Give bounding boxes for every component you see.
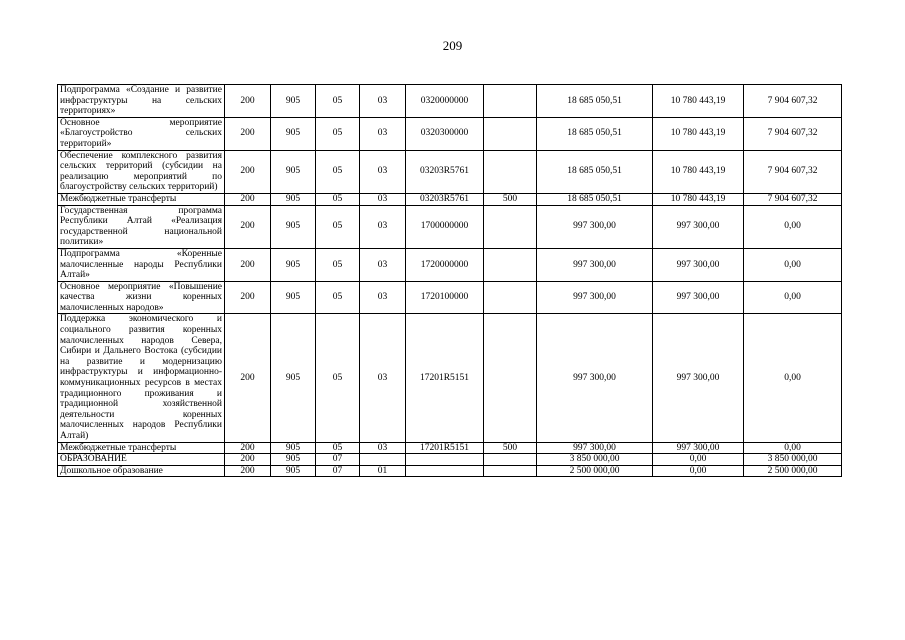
table-row: [58, 150, 842, 193]
amount-federal: 997 300,00: [653, 248, 744, 281]
grbs-code: 905: [271, 454, 316, 466]
amount-federal: 10 780 443,19: [653, 193, 744, 205]
amount-total: 997 300,00: [537, 248, 653, 281]
row-name: Межбюджетные трансферты: [58, 442, 225, 454]
amount-total: 997 300,00: [537, 281, 653, 314]
grbs-code: 905: [271, 205, 316, 248]
subsection-code: 03: [360, 150, 406, 193]
target-item-code: 1720100000: [406, 281, 484, 314]
expense-type-code: [484, 85, 537, 118]
amount-total: 997 300,00: [537, 442, 653, 454]
amount-total: 18 685 050,51: [537, 193, 653, 205]
amount-federal: 10 780 443,19: [653, 117, 744, 150]
table-row: [58, 85, 842, 118]
expense-type-code: [484, 205, 537, 248]
expense-type-code: [484, 454, 537, 466]
section-code: 05: [316, 248, 360, 281]
expense-type-code: [484, 314, 537, 442]
row-name: Обеспечение комплексного развития сельских территорий (субсидии на реализацию мероприятий по благоустройству сельских территорий): [58, 150, 225, 193]
amount-total: 18 685 050,51: [537, 85, 653, 118]
amount-federal: 10 780 443,19: [653, 150, 744, 193]
grbs-code: 905: [271, 117, 316, 150]
section-code: 05: [316, 314, 360, 442]
amount-federal: 997 300,00: [653, 281, 744, 314]
grbs-code: 905: [271, 281, 316, 314]
target-item-code: 17201R5151: [406, 442, 484, 454]
subsection-code: 03: [360, 85, 406, 118]
amount-total: 18 685 050,51: [537, 117, 653, 150]
subsection-code: 03: [360, 193, 406, 205]
table-row: [58, 465, 842, 477]
amount-regional: 0,00: [744, 442, 842, 454]
admin-code: 200: [225, 248, 271, 281]
amount-federal: 0,00: [653, 465, 744, 477]
section-code: 05: [316, 85, 360, 118]
grbs-code: 905: [271, 248, 316, 281]
table-row: [58, 193, 842, 205]
target-item-code: [406, 454, 484, 466]
section-code: 07: [316, 454, 360, 466]
amount-federal: 997 300,00: [653, 205, 744, 248]
target-item-code: 03203R5761: [406, 150, 484, 193]
admin-code: 200: [225, 442, 271, 454]
table-row: [58, 454, 842, 466]
amount-federal: 997 300,00: [653, 314, 744, 442]
grbs-code: 905: [271, 465, 316, 477]
amount-total: 3 850 000,00: [537, 454, 653, 466]
row-name: Межбюджетные трансферты: [58, 193, 225, 205]
amount-total: 997 300,00: [537, 314, 653, 442]
target-item-code: 17201R5151: [406, 314, 484, 442]
row-name: Дошкольное образование: [58, 465, 225, 477]
row-name: Подпрограмма «Коренные малочисленные народы Республики Алтай»: [58, 248, 225, 281]
subsection-code: 03: [360, 205, 406, 248]
amount-regional: 7 904 607,32: [744, 193, 842, 205]
subsection-code: 01: [360, 465, 406, 477]
target-item-code: 0320300000: [406, 117, 484, 150]
expense-type-code: [484, 465, 537, 477]
section-code: 05: [316, 193, 360, 205]
target-item-code: 1700000000: [406, 205, 484, 248]
expense-type-code: 500: [484, 442, 537, 454]
admin-code: 200: [225, 85, 271, 118]
table-row: [58, 314, 842, 442]
target-item-code: [406, 465, 484, 477]
admin-code: 200: [225, 454, 271, 466]
expense-type-code: [484, 150, 537, 193]
table-row: [58, 205, 842, 248]
subsection-code: 03: [360, 248, 406, 281]
admin-code: 200: [225, 465, 271, 477]
table-row: [58, 442, 842, 454]
amount-regional: 2 500 000,00: [744, 465, 842, 477]
subsection-code: 03: [360, 314, 406, 442]
grbs-code: 905: [271, 150, 316, 193]
section-code: 05: [316, 281, 360, 314]
target-item-code: 1720000000: [406, 248, 484, 281]
amount-federal: 0,00: [653, 454, 744, 466]
expense-type-code: 500: [484, 193, 537, 205]
amount-total: 997 300,00: [537, 205, 653, 248]
amount-regional: 7 904 607,32: [744, 117, 842, 150]
amount-federal: 997 300,00: [653, 442, 744, 454]
subsection-code: [360, 454, 406, 466]
grbs-code: 905: [271, 442, 316, 454]
amount-regional: 0,00: [744, 248, 842, 281]
amount-federal: 10 780 443,19: [653, 85, 744, 118]
admin-code: 200: [225, 193, 271, 205]
grbs-code: 905: [271, 85, 316, 118]
amount-regional: 0,00: [744, 281, 842, 314]
section-code: 07: [316, 465, 360, 477]
target-item-code: 0320000000: [406, 85, 484, 118]
row-name: Основное мероприятие «Повышение качества жизни коренных малочисленных народов»: [58, 281, 225, 314]
budget-table-body: [58, 85, 842, 477]
subsection-code: 03: [360, 117, 406, 150]
table-row: [58, 117, 842, 150]
table-row: [58, 281, 842, 314]
table-row: [58, 248, 842, 281]
expense-type-code: [484, 281, 537, 314]
section-code: 05: [316, 117, 360, 150]
row-name: Подпрограмма «Создание и развитие инфраструктуры на сельских территориях»: [58, 85, 225, 118]
section-code: 05: [316, 205, 360, 248]
admin-code: 200: [225, 205, 271, 248]
admin-code: 200: [225, 117, 271, 150]
expense-type-code: [484, 248, 537, 281]
amount-total: 18 685 050,51: [537, 150, 653, 193]
subsection-code: 03: [360, 281, 406, 314]
admin-code: 200: [225, 150, 271, 193]
amount-total: 2 500 000,00: [537, 465, 653, 477]
row-name: ОБРАЗОВАНИЕ: [58, 454, 225, 466]
row-name: Государственная программа Республики Алтай «Реализация государственной национальной политики»: [58, 205, 225, 248]
admin-code: 200: [225, 314, 271, 442]
row-name: Поддержка экономического и социального развития коренных малочисленных народов Севера, Сибири и Дальнего Востока (субсидии на развитие и модернизацию инфраструктуры и информационно-коммуникационных ресурсов в местах традиционного проживания и традиционной хозяйственной деятельности коренных малочисленных народов Республики Алтай): [58, 314, 225, 442]
amount-regional: 3 850 000,00: [744, 454, 842, 466]
page-number: 209: [442, 38, 463, 53]
target-item-code: 03203R5761: [406, 193, 484, 205]
amount-regional: 0,00: [744, 205, 842, 248]
budget-table: [57, 84, 842, 477]
section-code: 05: [316, 150, 360, 193]
admin-code: 200: [225, 281, 271, 314]
amount-regional: 7 904 607,32: [744, 85, 842, 118]
section-code: 05: [316, 442, 360, 454]
subsection-code: 03: [360, 442, 406, 454]
amount-regional: 0,00: [744, 314, 842, 442]
expense-type-code: [484, 117, 537, 150]
grbs-code: 905: [271, 314, 316, 442]
grbs-code: 905: [271, 193, 316, 205]
amount-regional: 7 904 607,32: [744, 150, 842, 193]
row-name: Основное мероприятие «Благоустройство сельских территорий»: [58, 117, 225, 150]
